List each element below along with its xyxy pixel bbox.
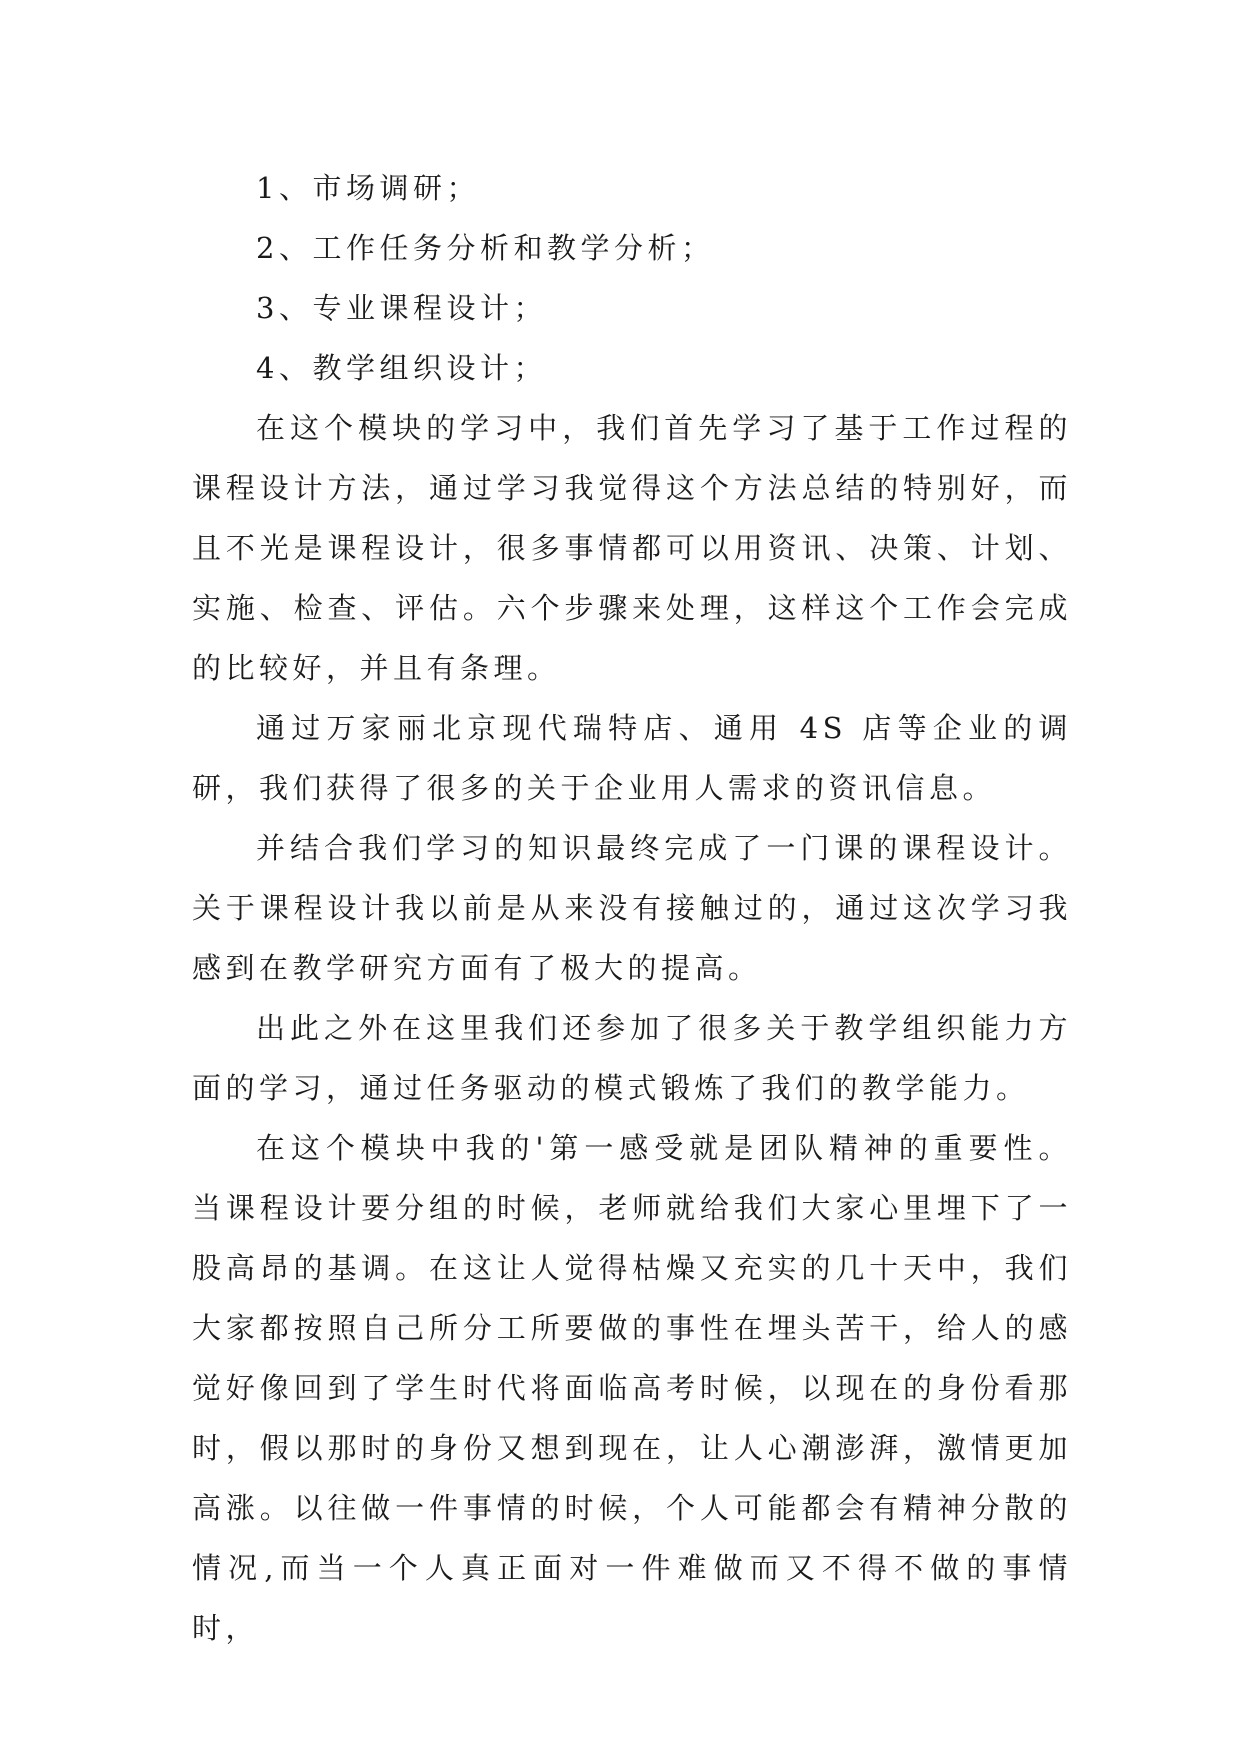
list-item: 3、专业课程设计；	[256, 291, 547, 325]
list-item: 4、教学组织设计；	[256, 351, 547, 385]
paragraph: 出此之外在这里我们还参加了很多关于教学组织能力方面的学习，通过任务驱动的模式锻炼了我们的教学能力。	[192, 1011, 1072, 1105]
list-item: 2、工作任务分析和教学分析；	[256, 231, 715, 265]
paragraph: 在这个模块中我的'第一感受就是团队精神的重要性。当课程设计要分组的时候，老师就给我们大家心里埋下了一股高昂的基调。在这让人觉得枯燥又充实的几十天中，我们大家都按照自己所分工所要做的事性在埋头苦干，给人的感觉好像回到了学生时代将面临高考时候，以现在的身份看那时，假以那时的身份又想到现在，让人心潮澎湃，激情更加高涨。以往做一件事情的时候，个人可能都会有精神分散的情况,而当一个人真正面对一件难做而又不得不做的事情时，	[192, 1131, 1072, 1645]
paragraph: 通过万家丽北京现代瑞特店、通用 4S 店等企业的调研，我们获得了很多的关于企业用人需求的资讯信息。	[192, 711, 1072, 805]
paragraph: 在这个模块的学习中，我们首先学习了基于工作过程的课程设计方法，通过学习我觉得这个方法总结的特别好，而且不光是课程设计，很多事情都可以用资讯、决策、计划、实施、检查、评估。六个步骤来处理，这样这个工作会完成的比较好，并且有条理。	[192, 411, 1072, 685]
list-item: 1、市场调研；	[256, 171, 480, 205]
paragraph: 并结合我们学习的知识最终完成了一门课的课程设计。关于课程设计我以前是从来没有接触过的，通过这次学习我感到在教学研究方面有了极大的提高。	[192, 831, 1072, 985]
document-body	[192, 158, 1072, 1658]
